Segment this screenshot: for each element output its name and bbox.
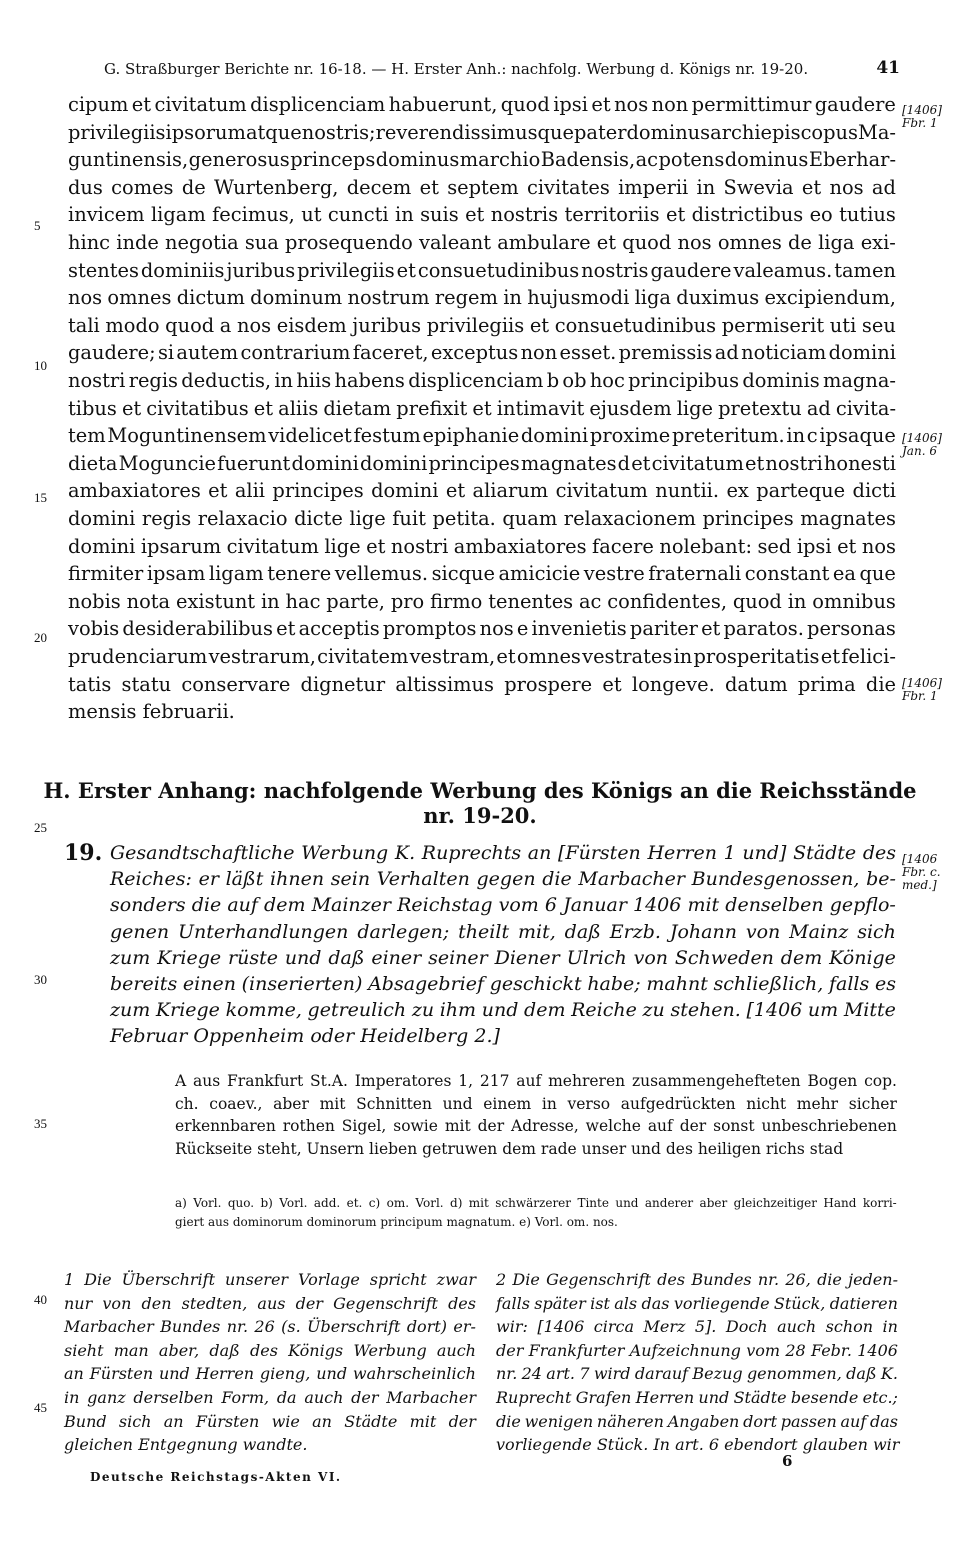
main-text-line: cipum et civitatum displicenciam habuerunt, quod ipsi et nos non permittimur gaudere [68,93,896,116]
main-text-line: tatis statu conservare dignetur altissimus prospere et longeve. datum prima die [68,672,896,696]
signature-number: 6 [782,1452,793,1470]
footnote-1-line: 1 Die Überschrift unserer Vorlage spricht zwar [64,1270,476,1289]
footnote-1 [64,1270,476,1459]
main-text-line: invicem ligam fecimus, ut cuncti in suis et nostris territoriis et districtibus eo tutius [68,203,896,227]
regest-line: Februar Oppenheim oder Heidelberg 2.] [110,1025,500,1048]
page-number: 41 [876,58,900,78]
section-heading-line-2: nr. 19-20. [423,803,537,828]
running-title: G. Straßburger Berichte nr. 16-18. — H. Erster Anh.: nachfolg. Werbung d. Königs nr. 19-20. [104,60,809,78]
main-text-line: tibus et civitatibus et aliis dietam prefixit et intimavit ejusdem lige pretextu ad civita- [68,396,896,420]
line-number-40: 40 [34,1292,47,1307]
main-text-line: nostri regis deductis, in hiis habens displicenciam b ob hoc principibus dominis magna- [68,369,896,392]
footnote-1-line: an Fürsten und Herren gieng, und wahrscheinlich [64,1364,476,1384]
regest-line: sonders die auf dem Mainzer Reichstag vom 6 Januar 1406 mit denselben gepflo- [110,894,896,917]
source-line: erkennbaren rothen Sigel, sowie mit der Adresse, welche auf der sonst unbeschriebenen [175,1117,897,1135]
footnote-1-line: sieht man aber, daß des Königs Werbung auch [64,1340,476,1360]
variant-note-line: giert aus dominorum dominorum principum magnatum. e) Vorl. om. nos. [175,1215,618,1229]
variant-note-line: a) Vorl. quo. b) Vorl. add. et. c) om. Vorl. d) mit schwärzerer Tinte und anderer aber gleichzeitiger Hand korri- [175,1196,897,1210]
line-number-5: 5 [34,218,41,233]
regest-line: Gesandtschaftliche Werbung K. Ruprechts an [Fürsten Herren 1 und] Städte des [110,842,896,864]
line-number-30: 30 [34,972,47,987]
line-number-35: 35 [34,1116,47,1131]
signature-mark: Deutsche Reichstags-Akten VI. [90,1470,342,1484]
footnote-2-line: der Frankfurter Aufzeichnung vom 28 Febr. 1406 [496,1340,898,1360]
line-number-25: 25 [34,820,47,835]
footnote-1-line: Bund sich an Fürsten wie an Städte mit der [64,1411,476,1431]
main-text-line: vobis desiderabilibus et acceptis promptos nos e invenietis pariter et paratos. personas [68,617,896,641]
main-text-line: gaudere; si autem contrarium faceret, exceptus non esset. premissis ad noticiam domini [68,341,896,365]
main-text-line: mensis februarii. [68,700,235,724]
footnote-1-line: Marbacher Bundes nr. 26 (s. Überschrift dort) er- [64,1317,476,1337]
line-number-20: 20 [34,630,47,645]
source-line: Rückseite steht, Unsern lieben getruwen dem rade unser und des heiligen richs stad [175,1139,844,1158]
line-number-45: 45 [34,1400,47,1415]
section-heading-line-1: H. Erster Anhang: nachfolgende Werbung des Königs an die Reichsstände [43,778,917,803]
main-text [68,93,896,728]
main-text-line: domini regis relaxacio dicte lige fuit petita. quam relaxacionem principes magnates [68,507,896,530]
main-text-line: ambaxiatores et alii principes domini et aliarum civitatum nuntii. ex parteque dicti [68,479,896,503]
source-line: A aus Frankfurt St.A. Imperatores 1, 217 auf mehreren zusammengehefteten Bogen cop. [175,1072,897,1090]
footnote-2-line: vorliegende Stück. In art. 6 ebendort glauben wir [496,1435,900,1455]
regest-line: bereits einen (inserierten) Absagebrief geschickt habe; mahnt schließlich, falls es [110,973,896,995]
footnote-1-line: nur von den stedten, aus der Gegenschrift des [64,1293,476,1313]
line-number-10: 10 [34,358,47,373]
regest-margin-date: [1406 Fbr. c. med.] [902,852,941,892]
footnote-2-line: Ruprecht Grafen Herren und Städte besende etc.; [496,1388,898,1407]
margin-date-3: [1406] Fbr. 1 [902,676,942,703]
document-number: 19. [64,840,103,866]
regest-line: genen Unterhandlungen darlegen; theilt mit, daß Erzb. Johann von Mainz sich [110,920,896,943]
footnote-2-line: nr. 24 art. 7 wird darauf Bezug genommen, daß K. [496,1364,898,1384]
regest-line: zum Kriege komme, getreulich zu ihm und dem Reiche zu stehen. [1406 um Mitte [110,999,896,1022]
main-text-line: tali modo quod a nos eisdem juribus privilegiis et consuetudinibus permiserit uti seu [68,313,896,337]
main-text-line: hinc inde negotia sua prosequendo valeant ambulare et quod nos omnes de liga exi- [68,231,896,254]
main-text-line: domini ipsarum civitatum lige et nostri ambaxiatores facere nolebant: sed ipsi et nos [68,534,896,558]
main-text-line: firmiter ipsam ligam tenere vellemus. sicque amicicie vestre fraternali constant ea que [68,562,896,586]
main-text-line: dus comes de Wurtenberg, decem et septem civitates imperii in Swevia et nos ad [68,175,896,199]
footnote-2-line: wir: [1406 circa Merz 5]. Doch auch schon in [496,1317,898,1337]
main-text-line: guntinensis, generosus princeps dominus marchio Badensis, ac potens dominus Eberhar- [68,148,896,172]
margin-date-2: [1406] Jan. 6 [902,431,942,458]
variant-notes [175,1196,897,1234]
main-text-line: tem Moguntinensem videlicet festum epiphanie domini proxime preteritum. in c ipsaque [68,424,896,448]
footnote-2-line: die wenigen näheren Angaben dort passen auf das [496,1411,898,1431]
margin-date-1: [1406] Fbr. 1 [902,103,942,130]
footnote-2-line: 2 Die Gegenschrift des Bundes nr. 26, die jeden- [496,1270,898,1289]
main-text-line: nos omnes dictum dominum nostrum regem in hujusmodi liga duximus excipiendum, [68,286,896,310]
footnote-1-line: gleichen Entgegnung wandte. [64,1435,308,1455]
main-text-line: stentes dominiis juribus privilegiis et consuetudinibus nostris gaudere valeamus. tamen [68,258,896,282]
line-number-15: 15 [34,490,47,505]
running-header [104,60,900,78]
main-text-line: nobis nota existunt in hac parte, pro firmo tenentes ac confidentes, quod in omnibus [68,589,896,613]
main-text-line: dieta Moguncie fuerunt domini domini principes magnates d et civitatum et nostri honesti [68,451,896,475]
regest-line: zum Kriege rüste und daß einer seiner Diener Ulrich von Schweden dem Könige [110,946,896,969]
regest-line: Reiches: er läßt ihnen sein Verhalten gegen die Marbacher Bundesgenossen, be- [110,868,896,891]
footnote-2 [496,1270,898,1459]
source-description [175,1072,897,1162]
footnote-1-line: in ganz derselben Form, da auch der Marbacher [64,1388,476,1407]
source-line: ch. coaev., aber mit Schnitten und einem in verso aufgedrückten nicht mehr sicher [175,1094,897,1113]
footnote-2-line: falls später ist als das vorliegende Stück, datieren [496,1293,898,1313]
regest [64,840,896,1052]
main-text-line: prudenciarum vestrarum, civitatem vestram, et omnes vestrates in prosperitatis et felici- [68,645,896,668]
main-text-line: privilegiis ipsorum atque nostris; reverendissimusque pater dominus archiepiscopus Ma- [68,120,896,144]
section-heading [0,778,960,828]
